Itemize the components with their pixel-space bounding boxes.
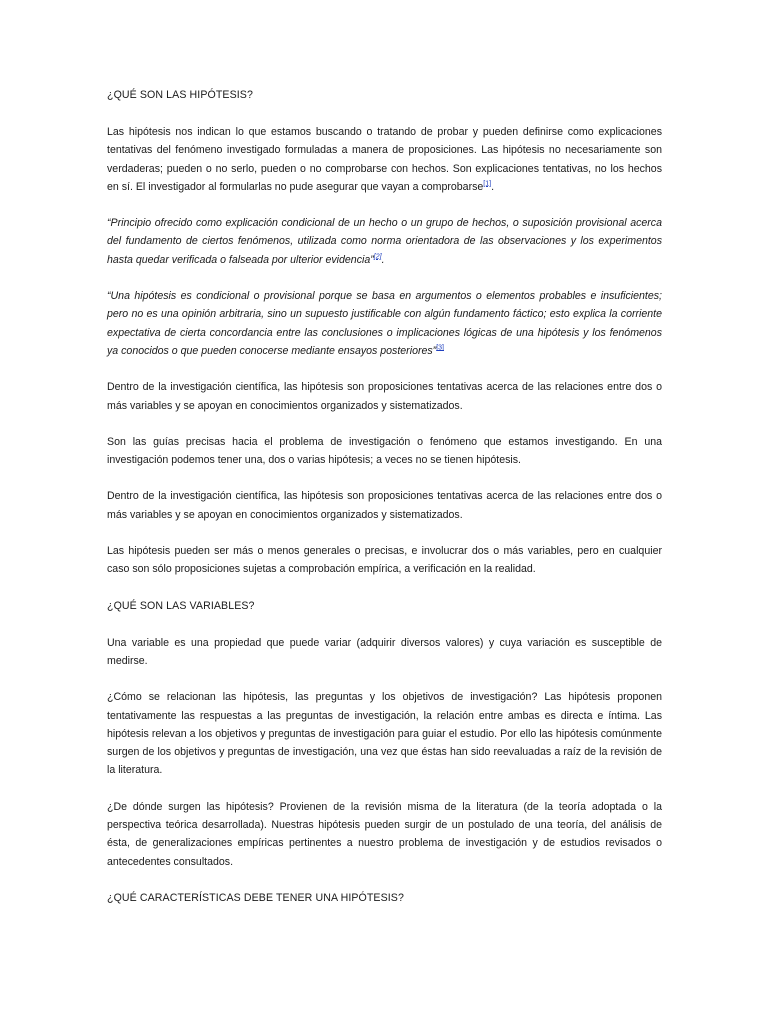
paragraph-generales-precisas: Las hipótesis pueden ser más o menos generales o precisas, e involucrar dos o más variables, pero en cualquier caso son sólo proposiciones sujetas a comprobación empírica, a verificación en la realidad. bbox=[107, 545, 662, 576]
paragraph-definicion-variable: Una variable es una propiedad que puede variar (adquirir diversos valores) y cuya variación es susceptible de medirse. bbox=[107, 636, 662, 667]
quote-end: . bbox=[381, 253, 385, 266]
paragraph-definicion-hipotesis bbox=[107, 123, 662, 196]
footnote-link-1[interactable]: [1] bbox=[483, 180, 492, 188]
paragraph-guias-precisas: Son las guías precisas hacia el problema de investigación o fenómeno que estamos investigando. En una investigación podemos tener una, dos o varias hipótesis; a veces no se tienen hipótesis. bbox=[107, 435, 662, 467]
paragraph-text: Las hipótesis nos indican lo que estamos buscando o tratando de probar y pueden definirse como explicaciones tentativas del fenómeno investigado formuladas a manera de proposiciones. Las hipótesis no necesariamente son verdaderas; pueden o no serlo, pueden o no comprobarse con hechos. Son explicaciones tentativas, no los hechos en sí. El investigador al formularlas no pude asegurar que vayan a comprobarse bbox=[107, 126, 662, 193]
footnote-link-2[interactable]: [2] bbox=[373, 253, 382, 261]
paragraph-investigacion-cientifica: Dentro de la investigación científica, las hipótesis son proposiciones tentativas acerca de las relaciones entre dos o más variables y se apoyan en conocimientos organizados y sistematizados. bbox=[107, 381, 662, 412]
quote-principio-ofrecido bbox=[107, 214, 662, 269]
paragraph-origen-hipotesis: ¿De dónde surgen las hipótesis? Provienen de la revisión misma de la literatura (de la teoría adoptada o la perspectiva teórica desarrollada). Nuestras hipótesis pueden surgir de un postulado de una teoría, del análisis de ésta, de generalizaciones empíricas pertinentes a nuestro problema de investigación y de estudios revisados o antecedentes consultados. bbox=[107, 800, 662, 868]
heading-que-son-variables: ¿QUÉ SON LAS VARIABLES? bbox=[107, 599, 255, 612]
paragraph-investigacion-cientifica-repeat: Dentro de la investigación científica, las hipótesis son proposiciones tentativas acerca de las relaciones entre dos o más variables y se apoyan en conocimientos organizados y sistematizados. bbox=[107, 490, 662, 521]
heading-caracteristicas-hipotesis: ¿QUÉ CARACTERÍSTICAS DEBE TENER UNA HIPÓTESIS? bbox=[107, 891, 404, 904]
quote-hipotesis-condicional bbox=[107, 287, 662, 360]
quote-text: “Principio ofrecido como explicación condicional de un hecho o un grupo de hechos, o suposición provisional acerca del fundamento de ciertos fenómenos, utilizada como norma orientadora de las observaciones y los experimentos hasta quedar verificada o falseada por ulterior evidencia” bbox=[107, 217, 662, 266]
footnote-link-3[interactable]: [3] bbox=[436, 344, 444, 352]
paragraph-end: . bbox=[491, 180, 495, 193]
quote-text: “Una hipótesis es condicional o provisional porque se basa en argumentos o elementos probables e insuficientes; pero no es una opinión arbitraria, sino un supuesto justificable con algún fundamento fáctico; esto explica la corriente expectativa de cierta concordancia entre las conclusiones o implicaciones lógicas de una hipótesis y los fenómenos ya conocidos o que pueden conocerse mediante ensayos posteriores” bbox=[107, 290, 662, 357]
document-body bbox=[107, 86, 662, 926]
heading-que-son-hipotesis: ¿QUÉ SON LAS HIPÓTESIS? bbox=[107, 89, 253, 101]
paragraph-relacion-hipotesis-preguntas: ¿Cómo se relacionan las hipótesis, las preguntas y los objetivos de investigación? Las hipótesis proponen tentativamente las respuestas a las preguntas de investigación, la relación entre ambas es directa e íntima. Las hipótesis relevan a los objetivos y preguntas de investigación para guiar el estudio. Por ello las hipótesis comúnmente surgen de los objetivos y preguntas de investigación, una vez que éstas han sido reevaluadas a raíz de la revisión de la literatura. bbox=[107, 691, 662, 777]
